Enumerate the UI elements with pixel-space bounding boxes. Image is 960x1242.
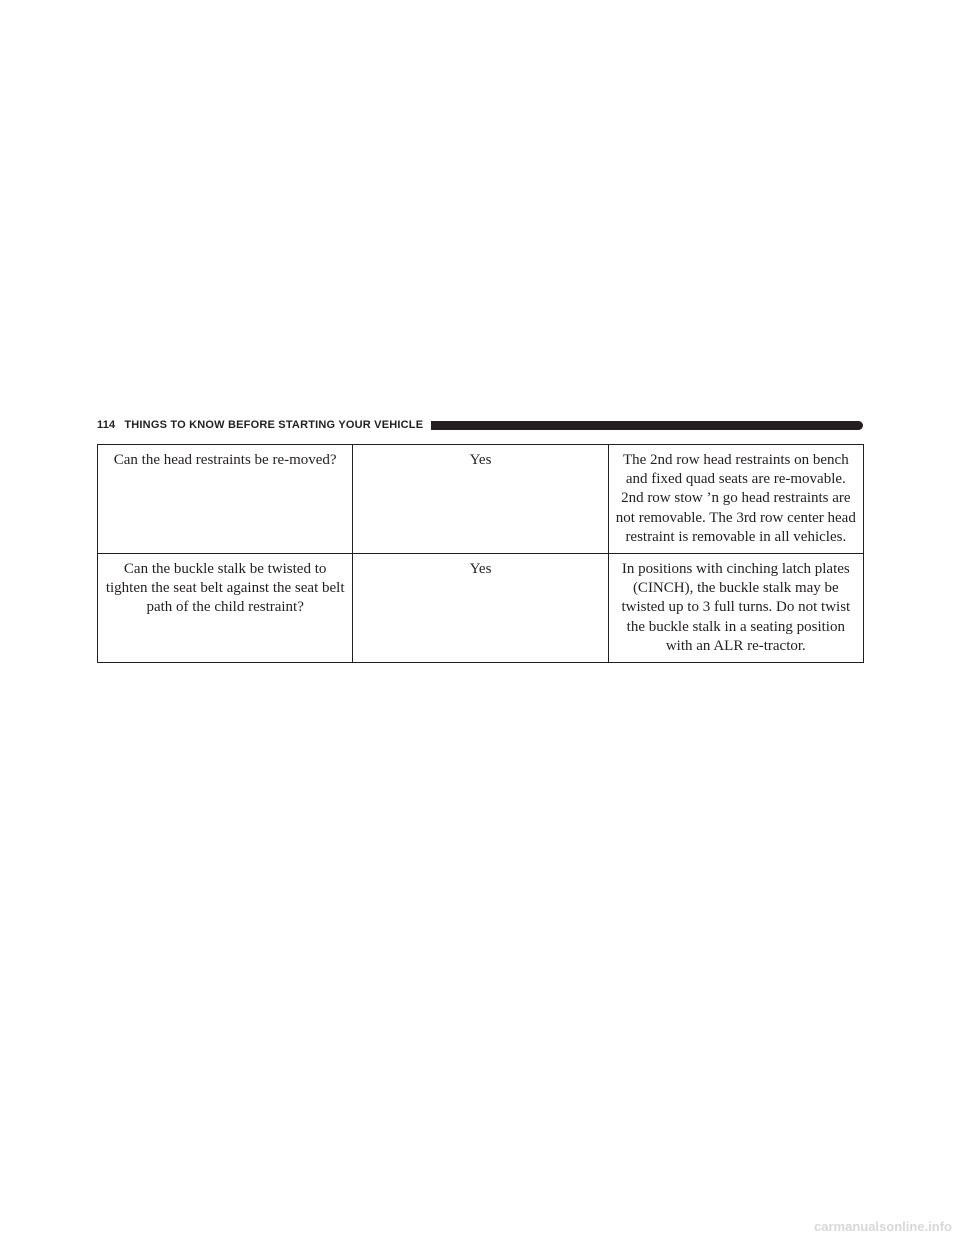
section-title: THINGS TO KNOW BEFORE STARTING YOUR VEHICLE [124, 419, 424, 431]
watermark: carmanualsonline.info [814, 1219, 952, 1234]
question-cell: Can the head restraints be re-moved? [98, 445, 353, 554]
notes-cell: The 2nd row head restraints on bench and fixed quad seats are re-movable. 2nd row stow ’n go head restraints are not removable. The 3rd row center head restraint is removable in all vehicles. [608, 445, 863, 554]
answer-cell: Yes [353, 445, 608, 554]
question-cell: Can the buckle stalk be twisted to tighten the seat belt against the seat belt path of the child restraint? [98, 554, 353, 663]
notes-cell: In positions with cinching latch plates (CINCH), the buckle stalk may be twisted up to 3 full turns. Do not twist the buckle stalk in a seating position with an ALR re-tractor. [608, 554, 863, 663]
page-header [97, 417, 863, 433]
table-row [98, 554, 864, 663]
table-row [98, 445, 864, 554]
answer-cell: Yes [353, 554, 608, 663]
page-number: 114 [97, 419, 116, 431]
header-rule [431, 421, 863, 430]
qa-table [97, 444, 864, 663]
